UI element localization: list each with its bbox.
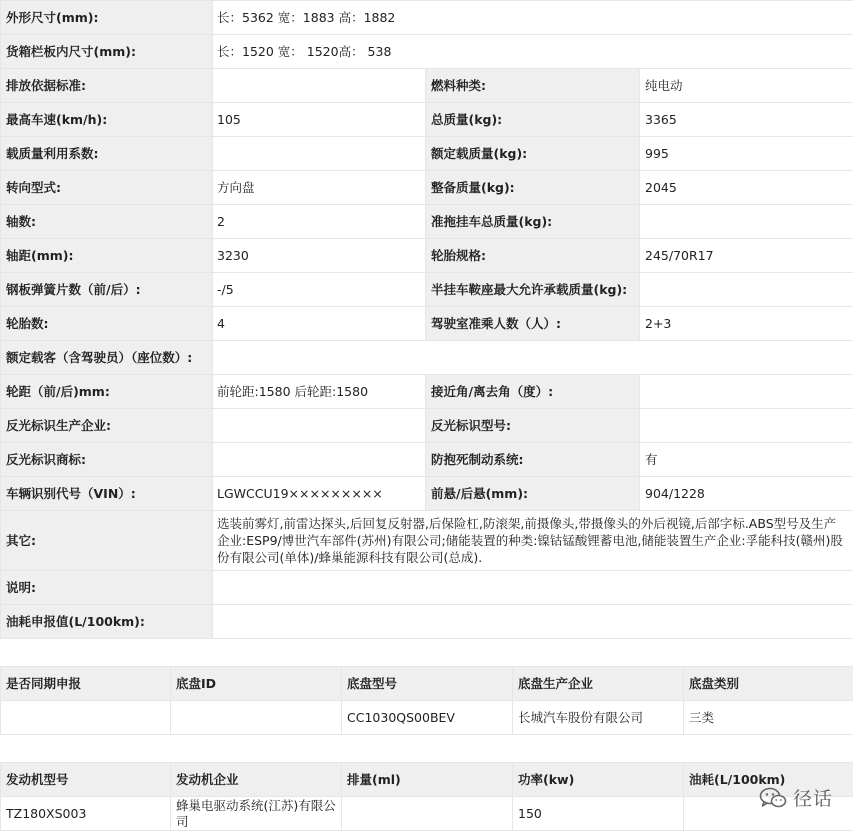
- spec-label: 整备质量(kg):: [426, 171, 640, 205]
- spec-value: 4: [213, 307, 426, 341]
- spec-row: [1, 171, 853, 205]
- spec-table-body: [1, 1, 853, 639]
- spec-value: 纯电动: [640, 69, 853, 103]
- section-gap: [0, 639, 853, 666]
- engine-cell: TZ180XS003: [1, 797, 171, 831]
- spec-label: 接近角/离去角（度）:: [426, 375, 640, 409]
- engine-header-row: [1, 763, 853, 797]
- spec-row: [1, 375, 853, 409]
- spec-label: 半挂车鞍座最大允许承载质量(kg):: [426, 273, 640, 307]
- spec-label: 轮胎规格:: [426, 239, 640, 273]
- spec-row: [1, 307, 853, 341]
- spec-value: 前轮距:1580 后轮距:1580: [213, 375, 426, 409]
- engine-header-cell: 发动机型号: [1, 763, 171, 797]
- spec-label: 反光标识型号:: [426, 409, 640, 443]
- chassis-cell: 长城汽车股份有限公司: [513, 701, 684, 735]
- spec-value: [213, 409, 426, 443]
- spec-row: [1, 205, 853, 239]
- spec-row: [1, 273, 853, 307]
- spec-label: 驾驶室准乘人数（人）:: [426, 307, 640, 341]
- spec-row: [1, 443, 853, 477]
- spec-row: [1, 137, 853, 171]
- spec-label: 轴数:: [1, 205, 213, 239]
- spec-value: 245/70R17: [640, 239, 853, 273]
- spec-label: 轮胎数:: [1, 307, 213, 341]
- watermark: [759, 784, 833, 811]
- spec-row: [1, 35, 853, 69]
- spec-label: 燃料种类:: [426, 69, 640, 103]
- spec-label: 反光标识生产企业:: [1, 409, 213, 443]
- spec-label: 防抱死制动系统:: [426, 443, 640, 477]
- engine-header-cell: 发动机企业: [171, 763, 342, 797]
- spec-label: 反光标识商标:: [1, 443, 213, 477]
- engine-data-row: [1, 797, 853, 831]
- spec-label: 车辆识别代号（VIN）:: [1, 477, 213, 511]
- section-gap: [0, 735, 853, 762]
- spec-value: 995: [640, 137, 853, 171]
- spec-value: 3230: [213, 239, 426, 273]
- engine-header-cell: 油耗(L/100km): [684, 763, 853, 797]
- spec-value: 904/1228: [640, 477, 853, 511]
- spec-value: [640, 409, 853, 443]
- spec-row: [1, 605, 853, 639]
- engine-cell: 150: [513, 797, 684, 831]
- spec-label: 总质量(kg):: [426, 103, 640, 137]
- spec-value: 长：1520 宽： 1520高： 538: [213, 35, 853, 69]
- spec-label: 排放依据标准:: [1, 69, 213, 103]
- spec-value: 有: [640, 443, 853, 477]
- spec-value: [640, 205, 853, 239]
- engine-table: [0, 762, 853, 831]
- spec-label: 载质量利用系数:: [1, 137, 213, 171]
- spec-label: 货箱栏板内尺寸(mm):: [1, 35, 213, 69]
- spec-label: 其它:: [1, 511, 213, 571]
- spec-row: [1, 1, 853, 35]
- spec-value: 方向盘: [213, 171, 426, 205]
- spec-label: 外形尺寸(mm):: [1, 1, 213, 35]
- spec-value: 2: [213, 205, 426, 239]
- spec-label: 轮距（前/后)mm:: [1, 375, 213, 409]
- engine-header-cell: 排量(ml): [342, 763, 513, 797]
- spec-value: 3365: [640, 103, 853, 137]
- spec-label: 额定载客（含驾驶员）（座位数）:: [1, 341, 213, 375]
- spec-label: 钢板弹簧片数（前/后）:: [1, 273, 213, 307]
- chassis-header-cell: 是否同期申报: [1, 667, 171, 701]
- spec-row: [1, 571, 853, 605]
- chassis-table: [0, 666, 853, 735]
- spec-row: [1, 341, 853, 375]
- engine-cell: [342, 797, 513, 831]
- chassis-header-cell: 底盘型号: [342, 667, 513, 701]
- spec-value: [213, 571, 853, 605]
- spec-row: [1, 409, 853, 443]
- chassis-cell: CC1030QS00BEV: [342, 701, 513, 735]
- spec-row: [1, 477, 853, 511]
- engine-cell: 蜂巢电驱动系统(江苏)有限公司: [171, 797, 342, 831]
- wechat-icon: [759, 787, 787, 809]
- spec-label: 额定载质量(kg):: [426, 137, 640, 171]
- spec-row: [1, 103, 853, 137]
- spec-value: LGWCCU19×××××××××: [213, 477, 426, 511]
- spec-label: 转向型式:: [1, 171, 213, 205]
- watermark-text: 径话: [792, 788, 833, 810]
- spec-label: 油耗申报值(L/100km):: [1, 605, 213, 639]
- spec-value: 105: [213, 103, 426, 137]
- spec-value: -/5: [213, 273, 426, 307]
- spec-value: [213, 69, 426, 103]
- spec-value: [213, 341, 853, 375]
- chassis-header-cell: 底盘类别: [684, 667, 853, 701]
- spec-value: [213, 137, 426, 171]
- spec-value: 选装前雾灯,前雷达探头,后回复反射器,后保险杠,防滚架,前摄像头,带摄像头的外后视镜,后部字标.ABS型号及生产企业:ESP9/博世汽车部件(苏州)有限公司;储能装置的种类:镍钴锰酸锂蓄电池,储能装置生产企业:孚能科技(赣州)股份有限公司(单体)/蜂巢能源科技有限公司(总成).: [213, 511, 853, 571]
- chassis-data-row: [1, 701, 853, 735]
- spec-value: 2045: [640, 171, 853, 205]
- chassis-cell: [1, 701, 171, 735]
- spec-row: [1, 511, 853, 571]
- spec-label: 说明:: [1, 571, 213, 605]
- spec-label: 准拖挂车总质量(kg):: [426, 205, 640, 239]
- spec-label: 轴距(mm):: [1, 239, 213, 273]
- spec-value: 长：5362 宽：1883 高：1882: [213, 1, 853, 35]
- spec-label: 最高车速(km/h):: [1, 103, 213, 137]
- chassis-header-row: [1, 667, 853, 701]
- chassis-cell: [171, 701, 342, 735]
- chassis-cell: 三类: [684, 701, 853, 735]
- spec-row: [1, 239, 853, 273]
- spec-value: 2+3: [640, 307, 853, 341]
- spec-value: [213, 443, 426, 477]
- spec-row: [1, 69, 853, 103]
- spec-value: [640, 273, 853, 307]
- spec-label: 前悬/后悬(mm):: [426, 477, 640, 511]
- chassis-header-cell: 底盘ID: [171, 667, 342, 701]
- engine-header-cell: 功率(kw): [513, 763, 684, 797]
- spec-value: [213, 605, 853, 639]
- chassis-header-cell: 底盘生产企业: [513, 667, 684, 701]
- spec-value: [640, 375, 853, 409]
